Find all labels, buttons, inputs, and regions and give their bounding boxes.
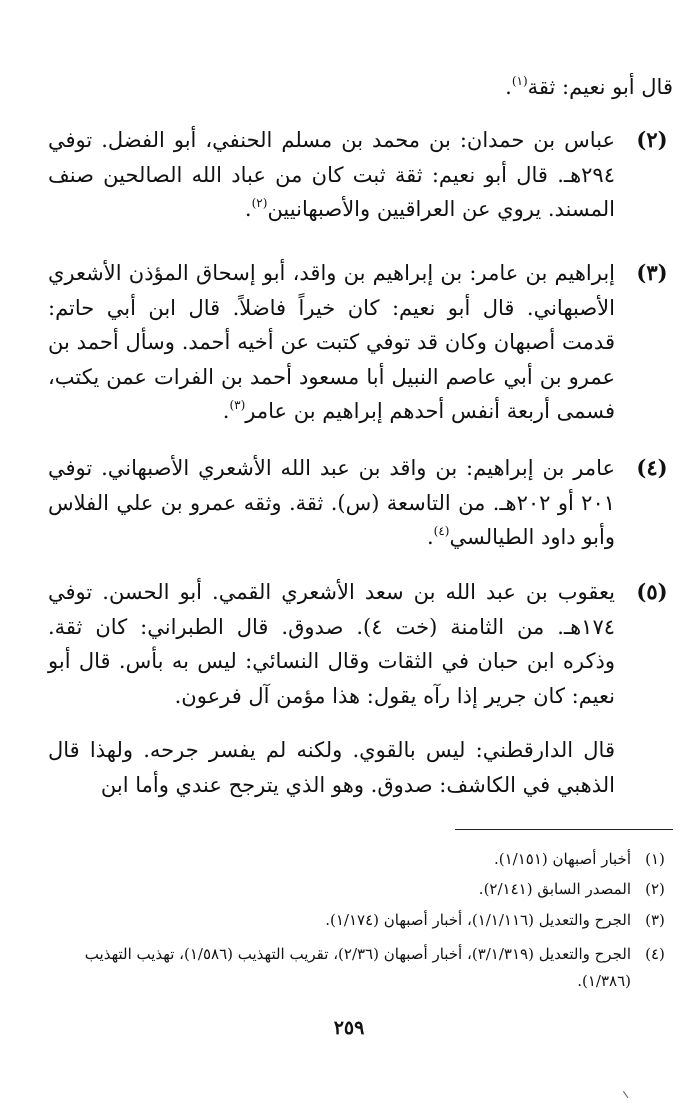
footnote-ref[interactable]: (٢) <box>251 196 268 210</box>
continuation-text: قال الدارقطني: ليس بالقوي. ولكنه لم يفسر جرحه. ولهذا قال الذهبي في الكاشف: صدوق. وهو الذي يترجح عندي وأما ابن <box>48 738 615 797</box>
footnote-text: الجرح والتعديل (١/١/١١٦)، أخبار أصبهان (١/١٧٤). <box>325 911 631 929</box>
footnote-text: الجرح والتعديل (٣/١/٣١٩)، أخبار أصبهان (٢/٣٦)، تقريب التهذيب (١/٥٨٦)، تهذيب التهذيب (١/٣٨٦). <box>84 945 631 990</box>
continuation-paragraph <box>48 733 673 802</box>
page-number: ٢٥٩ <box>333 1017 365 1039</box>
entry-text: إبراهيم بن عامر: بن إبراهيم بن واقد، أبو إسحاق المؤذن الأشعري الأصبهاني. قال أبو نعيم: كان خيراً فاضلاً. قال ابن أبي حاتم: قدمت أصبهان وكان قد توفي كتبت عن أخيه أحمد. وسأل أحمد بن عمرو بن أبي عاصم النبيل أبا مسعود أحمد بن الفرات عمن يكتب، فسمى أربعة أنفس أحدهم إبراهيم بن عامر <box>48 261 615 423</box>
entry <box>48 575 673 713</box>
footnote-separator <box>455 829 673 830</box>
entry-body: عباس بن حمدان: بن محمد بن مسلم الحنفي، أبو الفضل. توفي ٢٩٤هـ. قال أبو نعيم: ثقة ثبت كان من عباد الله الصالحين صنف المسند. يروي عن العراقيين والأصبهانيين$^{(٢)}$. <box>48 128 615 221</box>
footnote-ref[interactable]: (١) <box>511 74 528 88</box>
entry-text: عامر بن إبراهيم: بن واقد بن عبد الله الأشعري الأصبهاني. توفي ٢٠١ أو ٢٠٢هـ. من التاسعة (س). ثقة. وثقه عمرو بن علي الفلاس وأبو داود الطيالسي <box>48 456 616 549</box>
entry-text: يعقوب بن عبد الله بن سعد الأشعري القمي. أبو الحسن. توفي ١٧٤هـ. من الثامنة (خت ٤). صدوق. قال الطبراني: كان ثقة. وذكره ابن حبان في الثقات وقال النسائي: ليس به بأس. قال أبو نعيم: كان جرير إذا رآه يقول: هذا مؤمن آل فرعون. <box>48 580 616 708</box>
footnote-number: (١) <box>645 850 665 868</box>
entry-body <box>48 575 615 713</box>
footnote-number: (٣) <box>645 911 665 929</box>
entry-number: (٤) <box>636 455 668 480</box>
top-line-text: قال أبو نعيم: ثقة <box>527 75 673 99</box>
scan-mark <box>623 1090 630 1098</box>
entry <box>48 123 673 227</box>
top-line: قال أبو نعيم: ثقة$^{(١)}$. <box>505 74 673 99</box>
entry-text: عباس بن حمدان: بن محمد بن مسلم الحنفي، أبو الفضل. توفي ٢٩٤هـ. قال أبو نعيم: ثقة ثبت كان من عباد الله الصالحين صنف المسند. يروي عن العراقيين والأصبهانيين <box>48 128 615 221</box>
footnote <box>48 876 673 903</box>
footnote-ref[interactable]: (٤) <box>433 524 450 538</box>
footnote <box>48 941 673 995</box>
footnote <box>48 907 673 934</box>
footnote-number: (٤) <box>645 945 665 963</box>
footnote-text: المصدر السابق (٢/١٤١). <box>478 880 631 898</box>
entry-body: إبراهيم بن عامر: بن إبراهيم بن واقد، أبو إسحاق المؤذن الأشعري الأصبهاني. قال أبو نعيم: كان خيراً فاضلاً. قال ابن أبي حاتم: قدمت أصبهان وكان قد توفي كتبت عن أخيه أحمد. وسأل أحمد بن عمرو بن أبي عاصم النبيل أبا مسعود أحمد بن الفرات عمن يكتب، فسمى أربعة أنفس أحدهم إبراهيم بن عامر$^{(٣)}$. <box>48 261 615 423</box>
footnote-ref[interactable]: (٣) <box>229 398 246 412</box>
footnote-number: (٢) <box>645 880 665 898</box>
entry-number: (٢) <box>636 127 668 152</box>
footnote-text: أخبار أصبهان (١/١٥١). <box>493 850 631 868</box>
footnote <box>48 846 673 873</box>
entry <box>48 451 673 555</box>
entry <box>48 256 673 429</box>
entry-number: (٥) <box>636 579 668 604</box>
entry-body: عامر بن إبراهيم: بن واقد بن عبد الله الأشعري الأصبهاني. توفي ٢٠١ أو ٢٠٢هـ. من التاسعة (س). ثقة. وثقه عمرو بن علي الفلاس وأبو داود الطيالسي$^{(٤)}$. <box>48 456 616 549</box>
entry-number: (٣) <box>636 260 668 285</box>
